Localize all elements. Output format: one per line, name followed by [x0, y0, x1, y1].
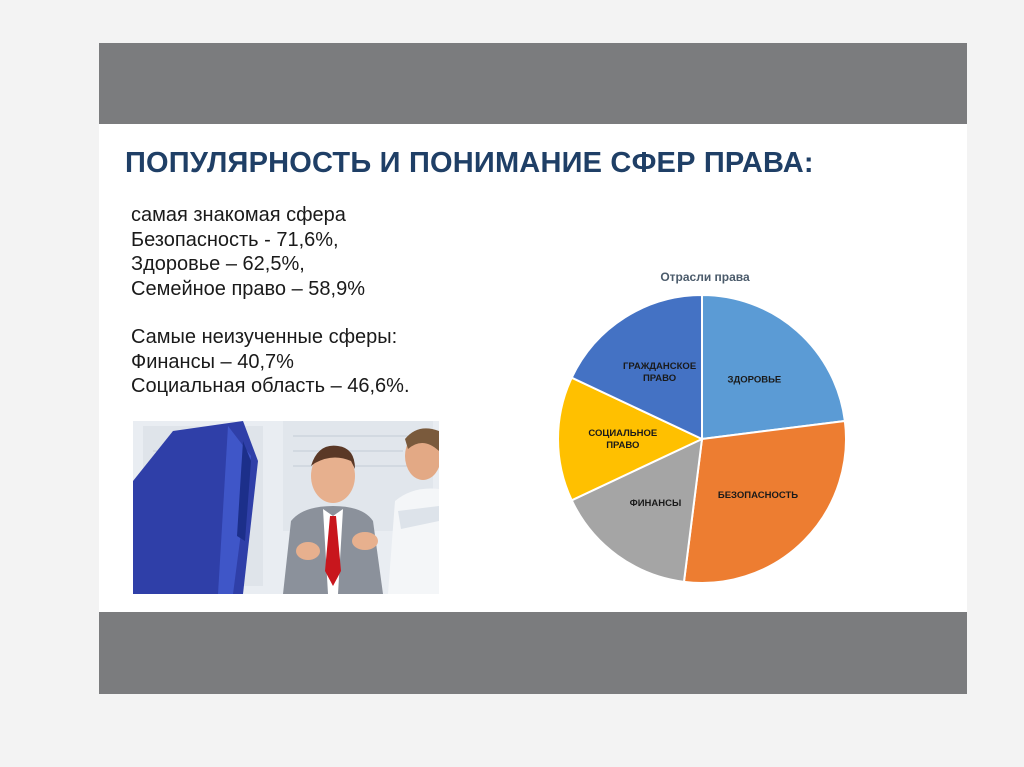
slice-label: БЕЗОПАСНОСТЬ — [717, 490, 799, 502]
slice-label: ЗДОРОВЬЕ — [727, 374, 782, 386]
chart-title: Отрасли права — [660, 270, 750, 284]
spacer — [131, 301, 410, 325]
text-line: Самые неизученные сферы: — [131, 326, 398, 348]
text-line: Безопасность - 71,6%, — [131, 228, 339, 251]
text-line: Финансы – 40,7% — [131, 350, 294, 373]
footer-band — [99, 612, 967, 694]
slide-title: ПОПУЛЯРНОСТЬ И ПОНИМАНИЕ СФЕР ПРАВА: — [125, 147, 814, 179]
header-band — [99, 43, 967, 124]
text-line: самая знакомая сфера — [131, 204, 346, 226]
pie-slice — [702, 295, 845, 439]
pie-chart — [554, 253, 854, 583]
business-people-illustration — [133, 421, 439, 594]
slice-label: ГРАЖДАНСКОЕ ПРАВО — [622, 361, 697, 385]
slice-label: ФИНАНСЫ — [629, 498, 682, 510]
stats-text — [131, 203, 410, 399]
text-line: Здоровье – 62,5%, — [131, 253, 305, 275]
text-line: Семейное право – 58,9% — [131, 277, 366, 300]
slide — [99, 43, 967, 694]
pie-slice — [684, 421, 846, 583]
text-line: Социальная область – 46,6%. — [131, 375, 410, 397]
slice-label: СОЦИАЛЬНОЕ ПРАВО — [588, 428, 658, 451]
